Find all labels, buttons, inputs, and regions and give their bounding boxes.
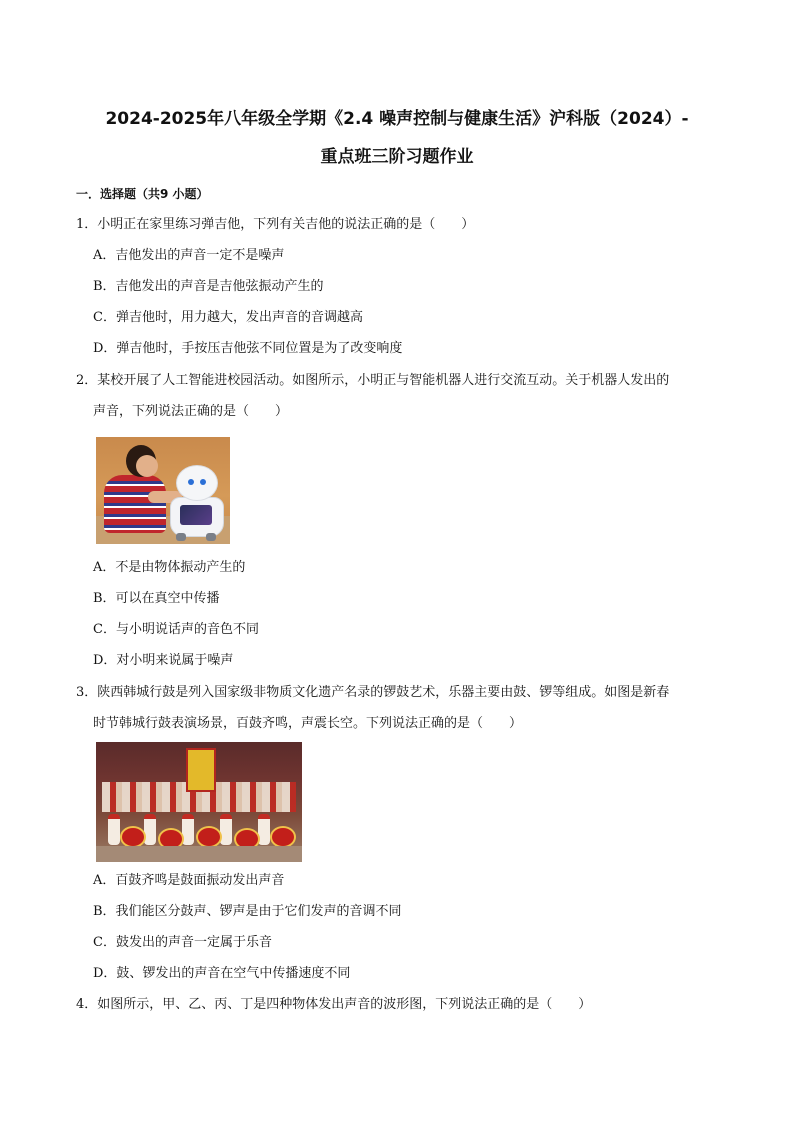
question-2-option-c: C．与小明说话声的音色不同: [93, 622, 259, 637]
question-1-option-b: B．吉他发出的声音是吉他弦振动产生的: [93, 279, 324, 294]
question-1-stem: 1．小明正在家里练习弹吉他，下列有关吉他的说法正确的是（ ）: [76, 217, 475, 232]
question-1-option-a: A．吉他发出的声音一定不是噪声: [93, 248, 285, 263]
question-2-option-d: D．对小明来说属于噪声: [93, 653, 234, 668]
question-3-option-d: D．鼓、锣发出的声音在空气中传播速度不同: [93, 966, 351, 981]
question-3-stem-continued: 时节韩城行鼓表演场景，百鼓齐鸣，声震长空。下列说法正确的是（ ）: [93, 716, 523, 731]
robot-interaction-photo: [96, 437, 230, 544]
question-3-stem: 3．陕西韩城行鼓是列入国家级非物质文化遗产名录的锣鼓艺术，乐器主要由鼓、锣等组成。如图是新春: [76, 685, 670, 700]
question-4-stem: 4．如图所示，甲、乙、丙、丁是四种物体发出声音的波形图，下列说法正确的是（ ）: [76, 997, 592, 1012]
question-1-option-c: C．弹吉他时，用力越大，发出声音的音调越高: [93, 310, 363, 325]
question-3-option-c: C．鼓发出的声音一定属于乐音: [93, 935, 272, 950]
question-2-option-a: A．不是由物体振动产生的: [93, 560, 246, 575]
document-title-line1: 2024-2025年八年级全学期《2.4 噪声控制与健康生活》沪科版（2024）-: [105, 109, 689, 129]
question-2-stem: 2．某校开展了人工智能进校园活动。如图所示，小明正与智能机器人进行交流互动。关于机器人发出的: [76, 373, 670, 388]
question-3-option-b: B．我们能区分鼓声、锣声是由于它们发声的音调不同: [93, 904, 402, 919]
drum-performance-photo: [96, 742, 302, 862]
question-1-option-d: D．弹吉他时，手按压吉他弦不同位置是为了改变响度: [93, 341, 403, 356]
question-2-option-b: B．可以在真空中传播: [93, 591, 220, 606]
document-title-line2: 重点班三阶习题作业: [320, 147, 474, 167]
question-3-option-a: A．百鼓齐鸣是鼓面振动发出声音: [93, 873, 285, 888]
question-2-stem-continued: 声音，下列说法正确的是（ ）: [93, 404, 289, 419]
section-heading: 一．选择题（共9 小题）: [76, 187, 209, 201]
